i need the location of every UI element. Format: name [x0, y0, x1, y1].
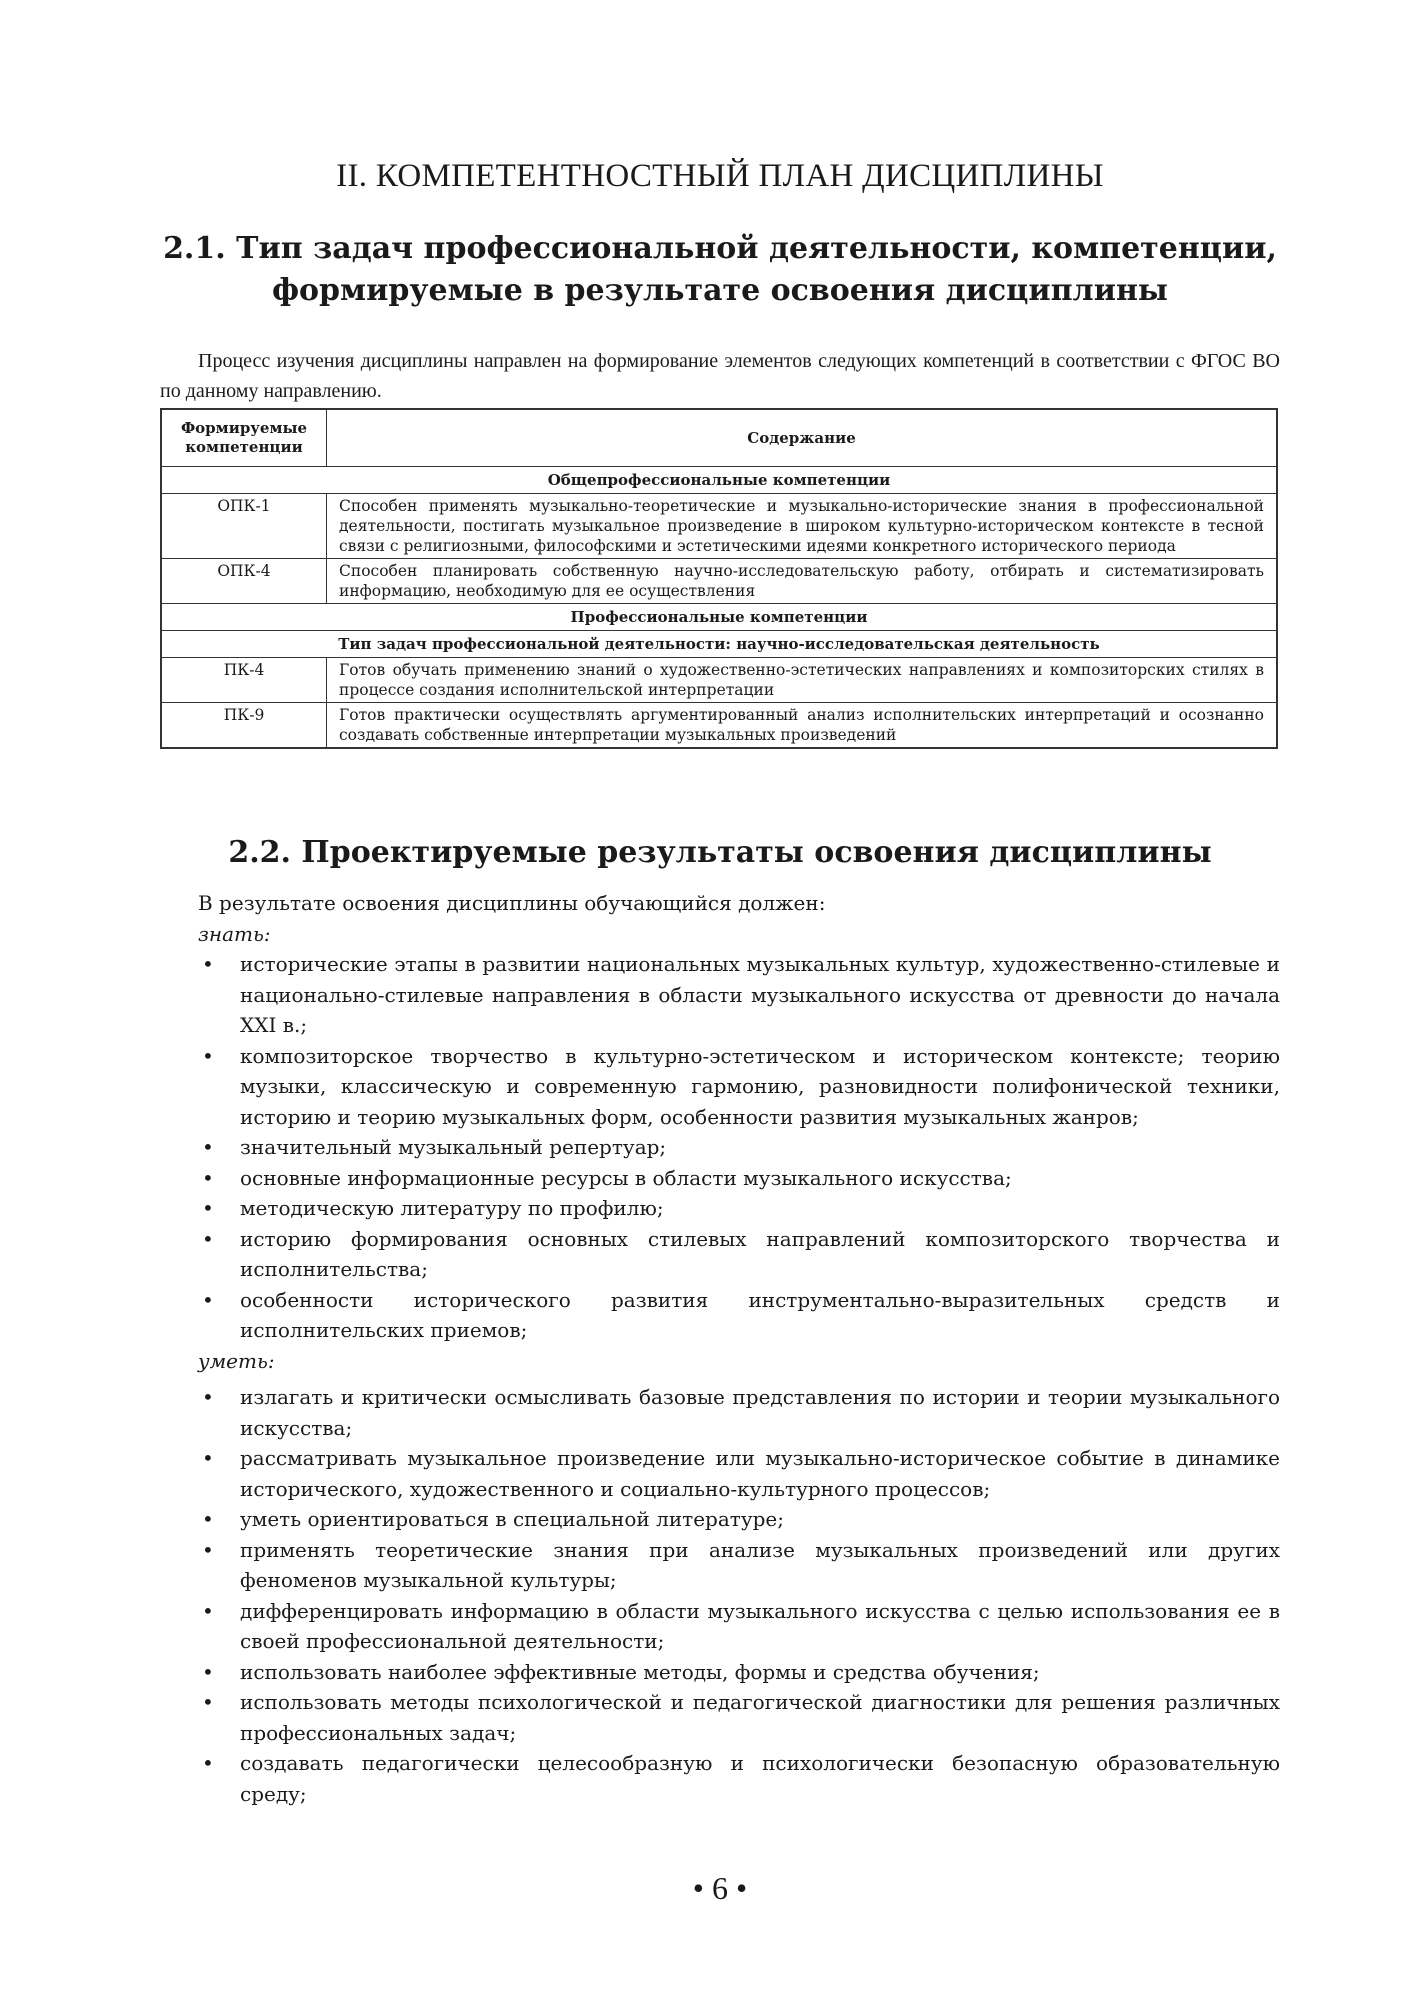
competency-code: ОПК-1	[161, 494, 327, 559]
competency-description: Способен применять музыкально-теоретические и музыкально-исторические знания в профессиональной деятельности, постигать музыкальное произведение в широком культурно-историческом контексте в тесной связи с религиозными, философскими и эстетическими идеями конкретного исторического периода	[327, 494, 1278, 559]
list-item	[160, 1132, 1280, 1163]
list-item-text: излагать и критически осмысливать базовые представления по истории и теории музыкального искусства;	[240, 1385, 1280, 1440]
group-row-general	[161, 467, 1277, 494]
header-content: Содержание	[327, 409, 1278, 467]
bullet-icon: •	[202, 1385, 214, 1409]
list-item	[160, 1748, 1280, 1809]
table-row	[161, 559, 1277, 604]
section-2-1-intro: Процесс изучения дисциплины направлен на формирование элементов следующих компетенций в соответствии с ФГОС ВО по данному направлению.	[160, 350, 1280, 402]
list-item	[160, 1443, 1280, 1504]
bullet-icon: •	[202, 1690, 214, 1714]
bullet-icon: •	[202, 1446, 214, 1470]
list-item-text: основные информационные ресурсы в области музыкального искусства;	[240, 1165, 1012, 1190]
bullet-icon: •	[202, 1196, 214, 1220]
list-item-text: дифференцировать информацию в области музыкального искусства с целью использования ее в своей профессиональной деятельности;	[240, 1598, 1280, 1653]
list-item	[160, 1504, 1280, 1535]
bullet-icon: •	[202, 1598, 214, 1623]
competency-description: Способен планировать собственную научно-исследовательскую работу, отбирать и систематизировать информацию, необходимую для ее осуществления	[327, 559, 1278, 604]
competency-description: Готов обучать применению знаний о художественно-эстетических направлениях и композиторских стилях в процессе создания исполнительской интерпретации	[327, 658, 1278, 703]
list-item	[160, 1041, 1280, 1133]
bullet-icon: •	[202, 952, 214, 976]
learning-results	[198, 888, 1280, 1809]
table-row	[161, 494, 1277, 559]
header-competencies-line2: компетенции	[185, 438, 303, 456]
section-2-1-title	[160, 228, 1280, 312]
bullet-icon: •	[202, 1287, 214, 1312]
results-lead: В результате освоения дисциплины обучающийся должен:	[198, 891, 826, 915]
list-item-text: уметь ориентироваться в специальной литературе;	[240, 1507, 784, 1531]
know-list	[160, 949, 1280, 1346]
competency-code: ПК-9	[161, 703, 327, 749]
list-item-text: методическую литературу по профилю;	[240, 1196, 664, 1220]
list-item-text: создавать педагогически целесообразную и психологически безопасную образовательную среду;	[240, 1751, 1280, 1806]
competency-code: ПК-4	[161, 658, 327, 703]
group-row-task-type	[161, 631, 1277, 658]
bullet-icon: •	[202, 1226, 214, 1251]
list-item	[160, 949, 1280, 1041]
list-item	[160, 1596, 1280, 1657]
know-label: знать:	[198, 921, 271, 946]
bullet-icon: •	[202, 1165, 214, 1190]
bullet-icon: •	[202, 1659, 214, 1684]
list-item	[160, 1163, 1280, 1194]
can-label: уметь:	[198, 1348, 275, 1373]
list-item-text: использовать методы психологической и педагогической диагностики для решения различных профессиональных задач;	[240, 1690, 1280, 1745]
bullet-icon: •	[202, 1043, 214, 1068]
group-general-label: Общепрофессиональные компетенции	[161, 467, 1277, 494]
section-2-2-title: 2.2. Проектируемые результаты освоения дисциплины	[228, 835, 1212, 870]
group-task-type-label: Тип задач профессиональной деятельности: научно-исследовательская деятельность	[161, 631, 1277, 658]
header-competencies	[161, 409, 327, 467]
table-row	[161, 658, 1277, 703]
list-item-text: применять теоретические знания при анализе музыкальных произведений или других феноменов музыкальной культуры;	[240, 1537, 1280, 1592]
list-item	[160, 1535, 1280, 1596]
bullet-icon: •	[202, 1751, 214, 1775]
table-row	[161, 703, 1277, 749]
list-item	[160, 1382, 1280, 1443]
list-item	[160, 1657, 1280, 1688]
can-list	[160, 1382, 1280, 1809]
list-item-text: использовать наиболее эффективные методы, формы и средства обучения;	[240, 1659, 1040, 1684]
page-number: • 6 •	[692, 1870, 748, 1906]
bullet-icon: •	[202, 1537, 214, 1562]
list-item-text: особенности исторического развития инструментально-выразительных средств и исполнительских приемов;	[240, 1287, 1280, 1342]
list-item-text: исторические этапы в развитии национальных музыкальных культур, художественно-стилевые и национально-стилевые направления в области музыкального искусства от древности до начала XXI в.;	[240, 952, 1280, 1037]
list-item	[160, 1285, 1280, 1346]
list-item	[160, 1687, 1280, 1748]
group-professional-label: Профессиональные компетенции	[161, 604, 1277, 631]
list-item-text: значительный музыкальный репертуар;	[240, 1135, 667, 1159]
competency-description: Готов практически осуществлять аргументированный анализ исполнительских интерпретаций и осознанно создавать собственные интерпретации музыкальных произведений	[327, 703, 1278, 749]
list-item-text: историю формирования основных стилевых направлений композиторского творчества и исполнительства;	[240, 1226, 1280, 1281]
list-item	[160, 1193, 1280, 1224]
bullet-icon: •	[202, 1507, 214, 1531]
chapter-title: II. КОМПЕТЕНТНОСТНЫЙ ПЛАН ДИСЦИПЛИНЫ	[336, 158, 1104, 194]
list-item-text: рассматривать музыкальное произведение или музыкально-историческое событие в динамике исторического, художественного и социально-культурного процессов;	[240, 1446, 1280, 1501]
section-2-1-title-line1: 2.1. Тип задач профессиональной деятельности, компетенции,	[163, 231, 1277, 266]
list-item-text: композиторское творчество в культурно-эстетическом и историческом контексте; теорию музыки, классическую и современную гармонию, разновидности полифонической техники, историю и теорию музыкальных форм, особенности развития музыкальных жанров;	[240, 1043, 1280, 1129]
table-header-row	[161, 409, 1277, 467]
competency-code: ОПК-4	[161, 559, 327, 604]
section-2-1-title-line2: формируемые в результате освоения дисциплины	[271, 273, 1168, 308]
bullet-icon: •	[202, 1135, 214, 1159]
group-row-professional	[161, 604, 1277, 631]
header-competencies-line1: Формируемые	[180, 419, 308, 437]
list-item	[160, 1224, 1280, 1285]
competencies-table	[160, 408, 1278, 749]
